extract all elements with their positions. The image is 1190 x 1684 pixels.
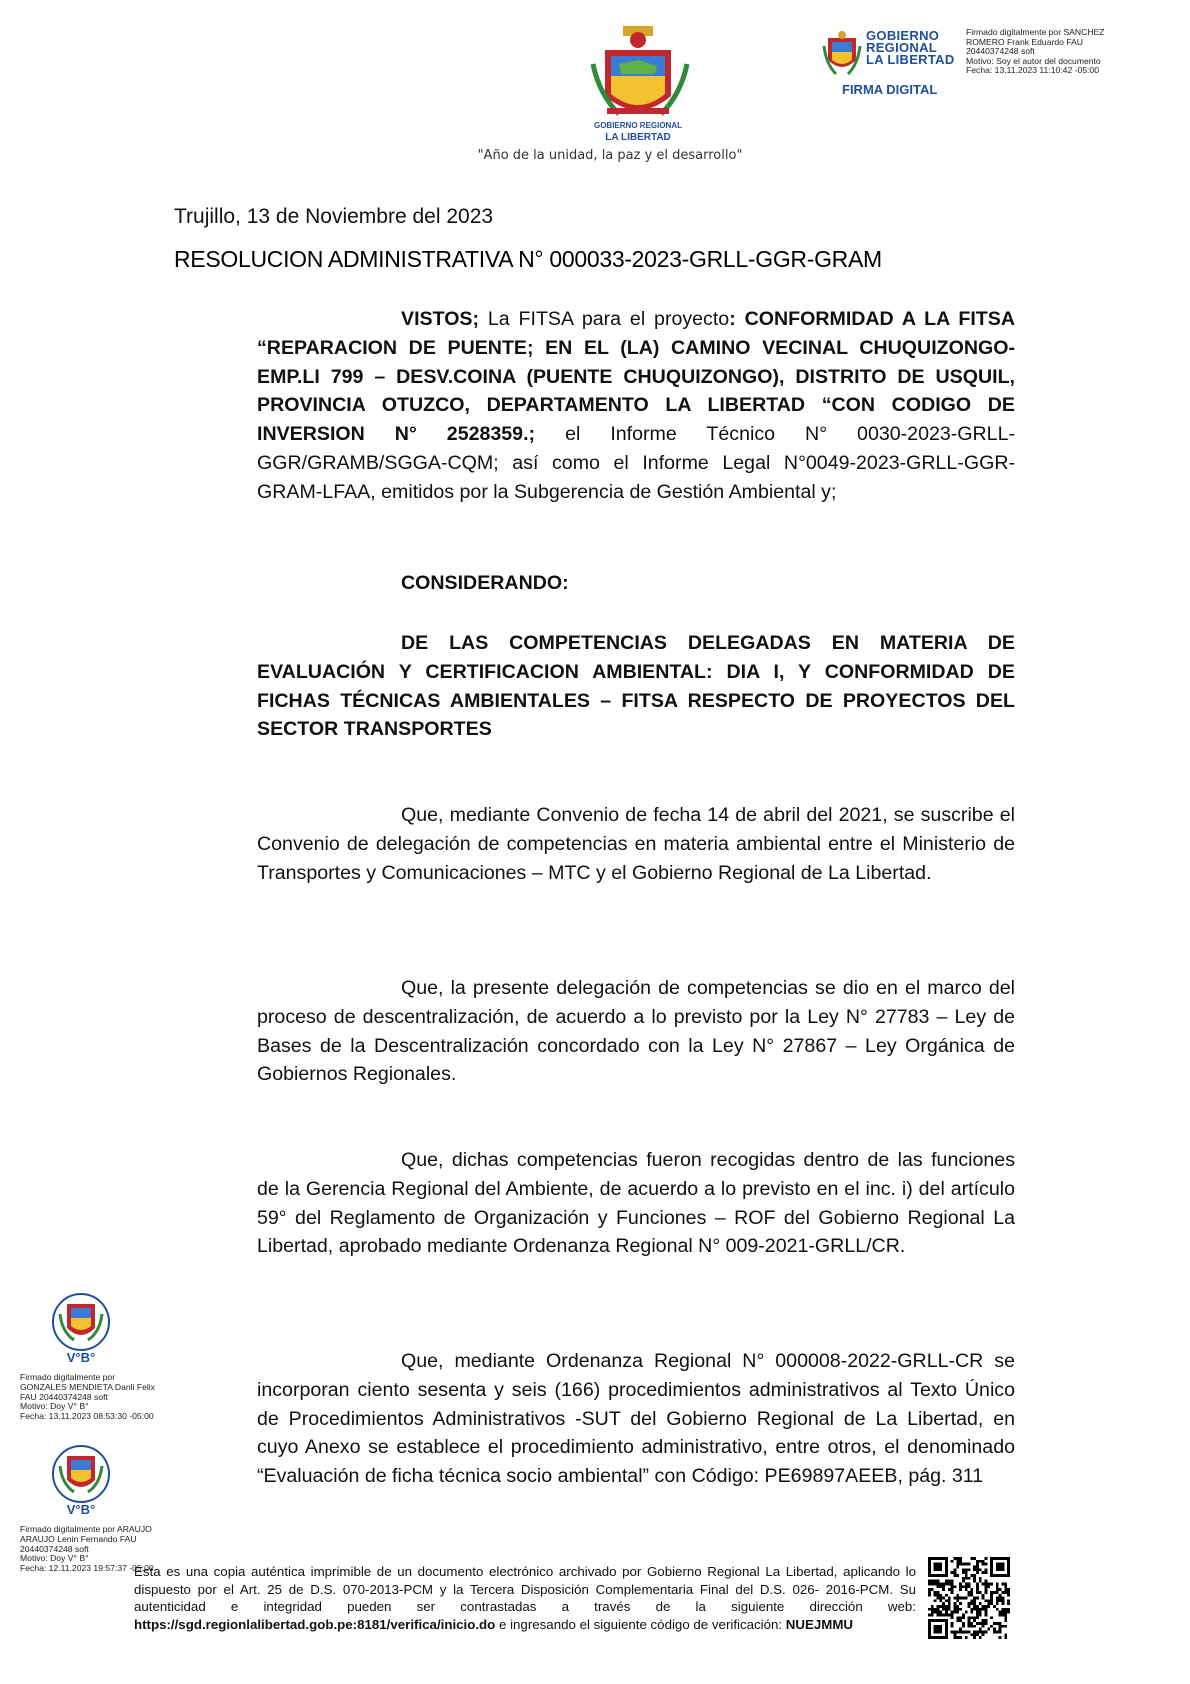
stamp-meta-line: GONZALES MENDIETA Danli Felix (20, 1381, 155, 1392)
vistos-text-1: La FITSA para el proyecto (479, 308, 730, 330)
signature-meta-line: Firmado digitalmente por SANCHEZ (966, 27, 1105, 37)
vistos-text-2: el Informe Técnico N° 0030-2023-GRLL-GGR/GRAMB/SGGA-CQM; así como el Informe Legal N°0049-2023-GRLL-GGR-GRAM-LFAA, emitidos por la Subgerencia de Gestión Ambiental y; (257, 423, 1015, 503)
verification-url-link[interactable]: https://sgd.regionlalibertad.gob.pe:8181/verifica/inicio.do (134, 1616, 496, 1632)
footer-text-2: e ingresando el siguiente código de verificación: (495, 1616, 786, 1632)
competencias-heading-section (257, 629, 1015, 744)
signature-meta-line: Fecha: 13.11.2023 11:10:42 -05:00 (966, 65, 1099, 76)
org-line-3: LA LIBERTAD (866, 52, 955, 67)
stamp-meta-line: FAU 20440374248 soft (20, 1391, 108, 1402)
resolution-title: RESOLUCION ADMINISTRATIVA N° 000033-2023-GRLL-GGR-GRAM (174, 246, 882, 272)
vobo-label: V°B° (66, 1502, 96, 1517)
stamp-meta-line: 20440374248 soft (20, 1543, 89, 1554)
document-motto: "Año de la unidad, la paz y el desarrollo" (477, 148, 743, 163)
vistos-section (257, 305, 1015, 507)
stamp-meta-line: Motivo: Doy V° B° (20, 1553, 89, 1564)
paragraph-delegacion (257, 974, 1015, 1089)
vobo-seal-icon (48, 1292, 114, 1366)
stamp-meta-line: Fecha: 12.11.2023 19:57:37 -05:00 (20, 1563, 154, 1574)
stamp-meta-line: ARAUJO Lenin Fernando FAU (20, 1533, 137, 1544)
logo-caption-1: GOBIERNO REGIONAL (593, 121, 683, 130)
verification-code: NUEJMMU (785, 1616, 854, 1632)
approval-stamp-2 (20, 1444, 190, 1574)
considerando-heading: CONSIDERANDO: (401, 572, 569, 594)
vobo-label: V°B° (66, 1350, 96, 1365)
stamp-meta-line: Motivo: Doy V° B° (20, 1401, 89, 1412)
org-line-2: REGIONAL (866, 40, 938, 55)
signature-org-name (866, 30, 955, 66)
signature-crest-icon (822, 30, 862, 80)
vistos-paragraph (257, 305, 1015, 507)
competencias-heading: DE LAS COMPETENCIAS DELEGADAS EN MATERIA DE EVALUACIÓN Y CERTIFICACION AMBIENTAL: DIA I, Y CONFORMIDAD DE FICHAS TÉCNICAS AMBIENTALES – FITSA RESPECTO DE PROYECTOS DEL SECTOR TRANSPORTES (257, 632, 1015, 741)
body-paragraph: Que, mediante Ordenanza Regional N° 000008-2022-GRLL-CR se incorporan ciento sesenta y seis (166) procedimientos administrativos al Texto Único de Procedimientos Administrativos -SUT del Gobierno Regional de La Libertad, en cuyo Anexo se establece el procedimiento administrativo, entre otros, el denominado “Evaluación de ficha técnica socio ambiental” con Código: PE69897AEEB, pág. 311 (257, 1350, 1015, 1488)
org-line-1: GOBIERNO (866, 28, 940, 43)
stamp-meta-line: Firmado digitalmente por (20, 1372, 116, 1382)
stamp-meta-line: Fecha: 13.11.2023 08:53:30 -05:00 (20, 1411, 154, 1422)
vistos-lead: VISTOS; (401, 308, 480, 330)
signature-meta-line: ROMERO Frank Eduardo FAU (966, 36, 1084, 47)
body-paragraph: Que, la presente delegación de competencias se dio en el marco del proceso de descentralización, de acuerdo a lo previsto por la Ley N° 27783 – Ley de Bases de la Descentralización concordado con la Ley N° 27867 – Ley Orgánica de Gobiernos Regionales. (257, 977, 1015, 1086)
stamp-meta-line: Firmado digitalmente por ARAUJO (20, 1524, 152, 1534)
approval-stamp-1 (20, 1292, 190, 1422)
firma-digital-badge: FIRMA DIGITAL (842, 82, 938, 97)
logo-caption-2: LA LIBERTAD (605, 132, 671, 143)
body-paragraph: Que, dichas competencias fueron recogidas dentro de las funciones de la Gerencia Regional del Ambiente, de acuerdo a lo previsto en el inc. i) del artículo 59° del Reglamento de Organización y Funciones – ROF del Gobierno Regional La Libertad, aprobado mediante Ordenanza Regional N° 009-2021-GRLL/CR. (257, 1149, 1015, 1258)
vobo-seal-icon (48, 1444, 114, 1518)
vistos-project-name: : CONFORMIDAD A LA FITSA “REPARACION DE PUENTE; EN EL (LA) CAMINO VECINAL CHUQUIZONGO-EMP.LI 799 – DESV.COINA (PUENTE CHUQUIZONGO), DISTRITO DE USQUIL, PROVINCIA OTUZCO, DEPARTAMENTO LA LIBERTAD “CON CODIGO DE INVERSION N° 2528359.; (257, 308, 1015, 446)
signature-metadata (966, 28, 1136, 76)
authenticity-footer (134, 1563, 916, 1633)
stamp-metadata (20, 1373, 190, 1422)
paragraph-competencias (257, 1146, 1015, 1261)
verification-qr-code-icon[interactable] (928, 1557, 1010, 1639)
paragraph-convenio (257, 801, 1015, 887)
signature-meta-line: Motivo: Soy el autor del documento (966, 55, 1101, 66)
signature-meta-line: 20440374248 soft (966, 46, 1035, 57)
digital-signature-block (822, 26, 1132, 98)
document-date: Trujillo, 13 de Noviembre del 2023 (174, 205, 494, 228)
paragraph-ordenanza (257, 1347, 1015, 1491)
regional-government-crest-logo (585, 24, 695, 146)
footer-text-1: Esta es una copia auténtica imprimible de un documento electrónico archivado por Gobierno Regional La Libertad, aplicando lo dispuesto por el Art. 25 de D.S. 070-2013-PCM y la Tercera Disposición Complementaria Final del D.S. 026- 2016-PCM. Su autenticidad e integridad pueden ser contrastadas a través de la siguiente dirección web: (134, 1564, 916, 1615)
body-paragraph: Que, mediante Convenio de fecha 14 de abril del 2021, se suscribe el Convenio de delegación de competencias en materia ambiental entre el Ministerio de Transportes y Comunicaciones – MTC y el Gobierno Regional de La Libertad. (257, 804, 1015, 884)
